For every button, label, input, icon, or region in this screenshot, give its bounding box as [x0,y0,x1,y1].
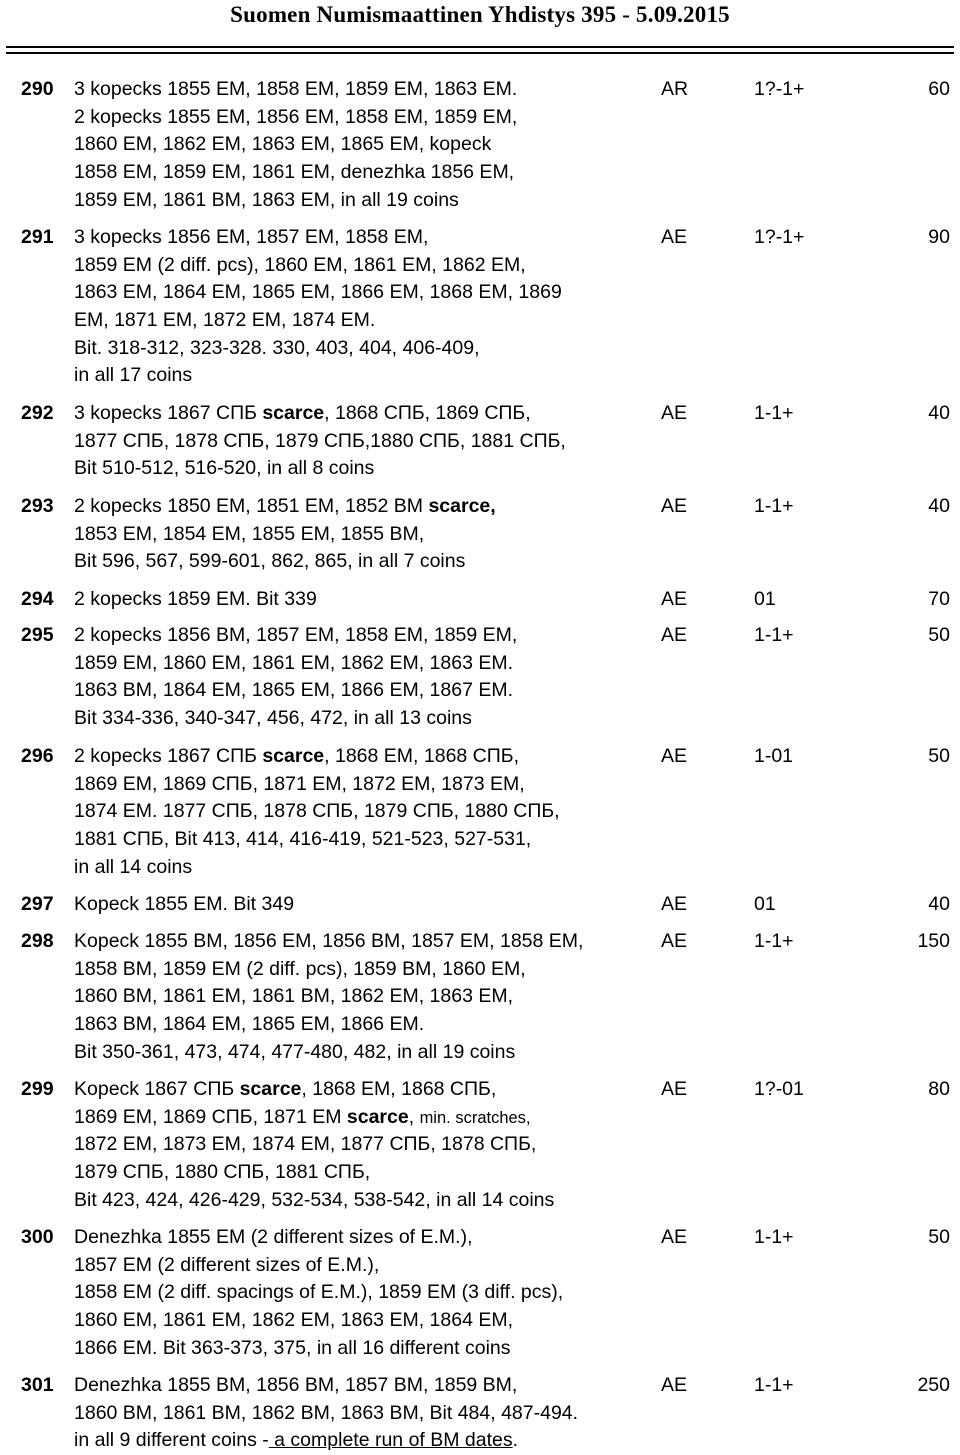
description-line [74,131,664,159]
description-line [74,1427,664,1455]
description-line [74,743,664,771]
description-text: 2 kopecks 1856 BM, 1857 EM, 1858 EM, 1859 EM, [74,624,518,646]
lot-price: 40 [928,402,950,424]
description-line [74,335,664,363]
lot-price: 50 [928,1226,950,1248]
lot-grade: 1-1+ [754,930,794,952]
description-line [74,1159,664,1187]
lot-description [74,1076,664,1214]
description-text: 1863 BM, 1864 EM, 1865 EM, 1866 EM, 1867 EM. [74,679,513,702]
description-line [74,548,664,576]
lot-description [74,586,664,614]
description-text: 1860 EM, 1861 EM, 1862 EM, 1863 EM, 1864 EM, [74,1309,513,1332]
description-text: in all 17 coins [74,364,193,387]
lot-number: 290 [21,78,54,100]
description-text: Bit. 318-312, 323-328. 330, 403, 404, 406-409, [74,336,480,359]
description-text: in all 9 different coins - [74,1429,269,1452]
lot-grade: 01 [754,893,776,915]
description-text: Bit 350-361, 473, 474, 477-480, 482, in all 19 coins [74,1040,516,1063]
description-line [74,187,664,215]
lot-grade: 1-1+ [754,624,794,646]
description-line [74,1307,664,1335]
description-text: 1877 СПБ, 1878 СПБ, 1879 СПБ,1880 СПБ, 1881 СПБ, [74,429,566,452]
lot-price: 60 [928,78,950,100]
description-text: Bit 510-512, 516-520, in all 8 coins [74,457,375,480]
description-line [74,1400,664,1428]
page-header [0,0,960,30]
lot-metal: AE [661,1226,688,1248]
description-text: 1859 EM, 1861 BM, 1863 EM, in all 19 coins [74,188,459,211]
description-line [74,1076,664,1104]
description-text: Bit 334-336, 340-347, 456, 472, in all 13 coins [74,707,472,730]
description-text: 1853 EM, 1854 EM, 1855 EM, 1855 BM, [74,522,425,545]
description-text: Kopeck 1855 BM, 1856 EM, 1856 BM, 1857 EM, 1858 EM, [74,930,584,952]
description-text: 1866 EM. Bit 363-373, 375, in all 16 different coins [74,1336,511,1359]
description-text: , 1868 СПБ, 1869 СПБ, [324,402,531,424]
description-text: Kopeck 1867 СПБ [74,1078,240,1100]
description-text: 1860 BM, 1861 EM, 1861 BM, 1862 EM, 1863 EM, [74,985,513,1008]
description-line [74,159,664,187]
description-line [74,224,664,252]
header-rule [6,46,954,48]
lot-grade: 1?-01 [754,1078,804,1100]
lot-metal: AE [661,226,688,248]
description-line [74,1131,664,1159]
lot-metal: AR [661,78,689,100]
lot-number: 294 [21,588,54,610]
description-text: 1858 EM, 1859 EM, 1861 EM, denezhka 1856 EM, [74,161,515,184]
description-text: Denezhka 1855 BM, 1856 BM, 1857 BM, 1859 BM, [74,1374,518,1396]
description-text: Bit 596, 567, 599-601, 862, 865, in all 7 coins [74,550,466,573]
description-text: 1858 EM (2 diff. spacings of E.M.), 1859 EM (3 diff. pcs), [74,1281,564,1304]
lot-grade: 1?-1+ [754,226,805,248]
description-line [74,252,664,280]
lot-description [74,224,664,390]
description-text: 1858 BM, 1859 EM (2 diff. pcs), 1859 BM, 1860 EM, [74,957,526,980]
lot-number: 301 [21,1374,54,1396]
description-line [74,891,664,919]
lot-number: 300 [21,1226,54,1248]
lot-price: 40 [928,893,950,915]
description-text: , 1868 EM, 1868 СПБ, [301,1078,497,1100]
lot-price: 70 [928,588,950,610]
description-line [74,1372,664,1400]
description-line [74,400,664,428]
description-line [74,1224,664,1252]
emphasis-text: scarce [239,1078,302,1100]
lot-metal: AE [661,893,688,915]
description-text: 1860 EM, 1862 EM, 1863 EM, 1865 EM, kopeck [74,133,492,156]
description-line [74,362,664,390]
lot-price: 250 [917,1374,950,1396]
description-text: 1863 BM, 1864 EM, 1865 EM, 1866 EM. [74,1013,425,1036]
description-text: 2 kopecks 1859 EM. Bit 339 [74,588,317,610]
description-text: 1872 EM, 1873 EM, 1874 EM, 1877 СПБ, 1878 СПБ, [74,1133,537,1156]
description-text: Denezhka 1855 EM (2 different sizes of E.M.), [74,1226,473,1248]
lot-price: 50 [928,745,950,767]
lot-description [74,76,664,214]
description-text: 1881 СПБ, Bit 413, 414, 416-419, 521-523, 527-531, [74,828,532,851]
lot-number: 293 [21,495,54,517]
description-text: 1869 EM, 1869 СПБ, 1871 EM [74,1105,347,1128]
description-line [74,622,664,650]
lot-grade: 1-01 [754,745,794,767]
lot-metal: AE [661,402,688,424]
lot-grade: 1-1+ [754,402,794,424]
description-text: 1859 EM, 1860 EM, 1861 EM, 1862 EM, 1863 EM. [74,651,513,674]
description-text: 3 kopecks 1856 EM, 1857 EM, 1858 EM, [74,226,429,248]
lot-description [74,928,664,1066]
description-line [74,1279,664,1307]
description-text: 1860 BM, 1861 BM, 1862 BM, 1863 BM, Bit 484, 487-494. [74,1401,579,1424]
description-text: 1857 EM (2 different sizes of E.M.), [74,1253,380,1276]
lot-price: 90 [928,226,950,248]
description-line [74,771,664,799]
lot-description [74,1372,664,1455]
lot-metal: AE [661,1374,688,1396]
lot-grade: 1?-1+ [754,78,805,100]
lot-number: 292 [21,402,54,424]
description-text: 2 kopecks 1850 EM, 1851 EM, 1852 BM [74,495,429,517]
description-line [74,798,664,826]
lot-grade: 01 [754,588,776,610]
lot-price: 150 [917,930,950,952]
description-line [74,677,664,705]
description-line [74,307,664,335]
description-text: 1859 EM (2 diff. pcs), 1860 EM, 1861 EM, 1862 EM, [74,253,526,276]
lot-metal: AE [661,745,688,767]
description-text: 2 kopecks 1867 СПБ [74,745,263,767]
lot-number: 291 [21,226,54,248]
description-line [74,1335,664,1363]
lot-metal: AE [661,1078,688,1100]
description-line [74,705,664,733]
lot-metal: AE [661,588,688,610]
description-text: EM, 1871 EM, 1872 EM, 1874 EM. [74,309,376,332]
page-title: Suomen Numismaattinen Yhdistys 395 - 5.09.2015 [230,2,730,27]
description-line [74,76,664,104]
description-line [74,279,664,307]
description-text: . [512,1429,519,1452]
description-line [74,586,664,614]
description-text: 3 kopecks 1855 EM, 1858 EM, 1859 EM, 1863 EM. [74,78,518,100]
lot-grade: 1-1+ [754,1374,794,1396]
description-line [74,1039,664,1067]
description-text: min. scratches, [419,1108,531,1127]
description-line [74,956,664,984]
description-line [74,983,664,1011]
description-text: 3 kopecks 1867 СПБ [74,402,263,424]
description-text: , 1868 EM, 1868 СПБ, [324,745,519,767]
description-text: 1879 СПБ, 1880 СПБ, 1881 СПБ, [74,1161,371,1184]
description-line [74,104,664,132]
description-line [74,1187,664,1215]
lot-number: 297 [21,893,54,915]
lot-price: 50 [928,624,950,646]
description-text: 1874 EM. 1877 СПБ, 1878 СПБ, 1879 СПБ, 1880 СПБ, [74,800,560,823]
lot-grade: 1-1+ [754,495,794,517]
description-line [74,928,664,956]
lot-number: 295 [21,624,54,646]
description-line [74,1011,664,1039]
lot-metal: AE [661,495,688,517]
description-text: , [408,1105,420,1128]
description-line [74,521,664,549]
lot-description [74,622,664,733]
lot-description [74,400,664,483]
description-line [74,428,664,456]
lot-number: 296 [21,745,54,767]
lot-price: 40 [928,495,950,517]
description-text: Kopeck 1855 EM. Bit 349 [74,893,295,915]
description-text: a complete run of BM dates [268,1429,513,1452]
lot-price: 80 [928,1078,950,1100]
lot-metal: AE [661,624,688,646]
lot-description [74,493,664,576]
description-line [74,650,664,678]
description-line [74,493,664,521]
description-line [74,1252,664,1280]
emphasis-text: scarce [346,1105,409,1128]
description-line [74,455,664,483]
lot-metal: AE [661,930,688,952]
description-line [74,826,664,854]
description-text: Bit 423, 424, 426-429, 532-534, 538-542, in all 14 coins [74,1188,555,1211]
lot-description [74,1224,664,1362]
lot-description [74,891,664,919]
lot-number: 298 [21,930,54,952]
emphasis-text: scarce [262,745,325,767]
description-text: in all 14 coins [74,855,193,878]
emphasis-text: scarce, [428,495,496,517]
description-line [74,854,664,882]
lot-description [74,743,664,881]
emphasis-text: scarce [262,402,325,424]
description-line [74,1104,664,1132]
lot-grade: 1-1+ [754,1226,794,1248]
description-text: 2 kopecks 1855 EM, 1856 EM, 1858 EM, 1859 EM, [74,105,518,128]
lot-number: 299 [21,1078,54,1100]
header-rule-second [6,52,954,54]
description-text: 1869 EM, 1869 СПБ, 1871 EM, 1872 EM, 1873 EM, [74,772,525,795]
description-text: 1863 EM, 1864 EM, 1865 EM, 1866 EM, 1868 EM, 1869 [74,281,562,304]
